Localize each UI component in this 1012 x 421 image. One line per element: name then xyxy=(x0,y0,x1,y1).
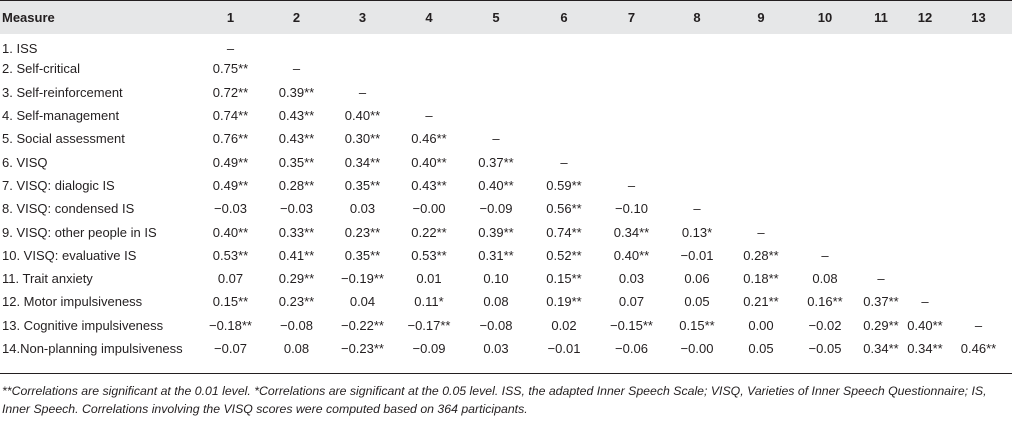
table-cell xyxy=(530,104,598,127)
table-cell: 0.37** xyxy=(478,154,514,170)
table-cell: −0.09 xyxy=(479,201,513,217)
table-cell xyxy=(462,34,530,57)
table-cell: 0.23** xyxy=(344,224,381,240)
row-label: 14.Non-planning impulsiveness xyxy=(2,341,183,356)
table-cell: 0.05 xyxy=(748,341,774,356)
table-cell xyxy=(793,197,857,220)
table-cell xyxy=(945,34,1012,57)
table-cell: – xyxy=(757,224,765,240)
table-cell xyxy=(729,150,793,173)
table-cell: 0.40** xyxy=(613,247,650,263)
table-cell: −0.17** xyxy=(407,317,451,333)
table-cell: 0.08 xyxy=(483,294,509,310)
table-cell xyxy=(857,244,905,267)
table-cell xyxy=(905,150,945,173)
table-cell: 0.74** xyxy=(546,224,582,240)
table-cell: 0.59** xyxy=(546,177,582,193)
table-cell: 0.35** xyxy=(278,154,315,170)
table-cell: 0.40** xyxy=(478,177,514,193)
table-cell xyxy=(729,127,793,150)
column-header-10: 10 xyxy=(817,9,833,25)
table-cell: 0.15** xyxy=(546,271,582,287)
table-cell xyxy=(945,267,1012,290)
table-cell: 0.00 xyxy=(748,317,774,333)
table-cell: 0.22** xyxy=(411,224,447,240)
table-cell xyxy=(905,81,945,104)
table-cell: 0.28** xyxy=(278,177,315,193)
table-cell xyxy=(905,104,945,127)
row-label: 11. Trait anxiety xyxy=(2,271,93,287)
table-cell xyxy=(729,104,793,127)
table-cell: −0.06 xyxy=(615,341,648,356)
table-cell: 0.06 xyxy=(684,271,710,287)
table-cell xyxy=(462,57,530,80)
table-cell: 0.07 xyxy=(618,294,645,310)
table-cell xyxy=(793,34,857,57)
row-label: 2. Self-critical xyxy=(2,61,81,77)
table-cell xyxy=(945,150,1012,173)
table-cell: 0.46** xyxy=(411,131,447,147)
table-cell xyxy=(530,127,598,150)
table-cell: −0.07 xyxy=(214,341,247,356)
table-cell: 0.03 xyxy=(483,341,509,356)
table-cell xyxy=(729,34,793,57)
table-cell xyxy=(793,104,857,127)
table-cell: −0.09 xyxy=(412,341,446,356)
table-cell: 0.40** xyxy=(907,317,943,333)
table-cell: 0.03 xyxy=(349,201,376,217)
table-cell xyxy=(945,220,1012,243)
table-cell: 0.75** xyxy=(212,61,249,77)
column-header-8: 8 xyxy=(693,9,701,25)
table-cell xyxy=(857,150,905,173)
table-cell xyxy=(665,104,729,127)
table-row xyxy=(0,220,1012,243)
table-cell: 0.29** xyxy=(278,271,315,287)
table-cell: 0.08 xyxy=(283,341,310,356)
table-cell: 0.74** xyxy=(212,108,249,124)
table-cell xyxy=(905,34,945,57)
column-header-4: 4 xyxy=(425,9,433,25)
table-cell xyxy=(905,57,945,80)
table-cell: 0.56** xyxy=(546,201,582,217)
table-row xyxy=(0,81,1012,104)
table-row xyxy=(0,337,1012,360)
table-cell xyxy=(857,197,905,220)
table-cell: 0.40** xyxy=(344,108,381,124)
column-header-9: 9 xyxy=(757,9,765,25)
table-footnote: **Correlations are significant at the 0.01 level. *Correlations are significant at the 0.05 level. ISS, the adapted Inner Speech Scale; VISQ, Varieties of Inner Speech Questionnaire; IS, Inner Speech. Correlations involving the VISQ scores were computed based on 364 participants. xyxy=(2,384,987,416)
table-cell xyxy=(905,174,945,197)
table-cell: 0.39** xyxy=(478,224,514,240)
table-cell: 0.30** xyxy=(344,131,381,147)
table-cell: −0.18** xyxy=(208,317,252,333)
table-cell: 0.52** xyxy=(546,247,582,263)
table-cell: −0.15** xyxy=(609,317,653,333)
table-cell: 0.41** xyxy=(278,247,315,263)
table-cell: – xyxy=(292,61,301,77)
table-cell: – xyxy=(877,271,885,287)
table-cell xyxy=(857,81,905,104)
table-cell: 0.46** xyxy=(960,341,997,356)
table-cell xyxy=(729,174,793,197)
table-cell: 0.19** xyxy=(546,294,582,310)
table-cell: – xyxy=(974,317,983,333)
table-cell xyxy=(329,34,396,57)
table-row xyxy=(0,57,1012,80)
table-cell: 0.40** xyxy=(212,224,249,240)
table-cell: 0.35** xyxy=(344,247,381,263)
table-cell: – xyxy=(921,294,929,310)
table-cell xyxy=(598,150,665,173)
table-cell xyxy=(598,57,665,80)
table-cell xyxy=(665,150,729,173)
table-cell xyxy=(945,127,1012,150)
table-cell xyxy=(729,81,793,104)
table-cell xyxy=(945,81,1012,104)
table-cell: 0.15** xyxy=(679,317,715,333)
table-cell xyxy=(665,57,729,80)
table-cell xyxy=(598,34,665,57)
table-cell: – xyxy=(627,177,636,193)
table-cell xyxy=(462,81,530,104)
table-row xyxy=(0,197,1012,220)
table-cell xyxy=(857,174,905,197)
table-cell: 0.43** xyxy=(278,131,315,147)
table-cell: −0.01 xyxy=(547,341,581,356)
column-header-7: 7 xyxy=(627,9,636,25)
table-cell xyxy=(905,127,945,150)
table-cell xyxy=(857,57,905,80)
table-row xyxy=(0,104,1012,127)
bottom-rule xyxy=(0,373,1012,374)
table-cell xyxy=(598,81,665,104)
table-cell xyxy=(793,57,857,80)
table-cell: 0.53** xyxy=(411,247,447,263)
table-cell: 0.05 xyxy=(684,294,710,310)
table-row xyxy=(0,267,1012,290)
column-header-3: 3 xyxy=(358,9,367,25)
table-cell: 0.01 xyxy=(416,271,442,287)
row-label: 8. VISQ: condensed IS xyxy=(2,201,135,217)
table-cell: −0.22** xyxy=(340,317,384,333)
table-cell xyxy=(905,197,945,220)
table-cell: −0.03 xyxy=(214,201,247,217)
table-cell: 0.34** xyxy=(613,224,650,240)
table-row xyxy=(0,150,1012,173)
column-header-11: 11 xyxy=(874,9,888,25)
table-cell xyxy=(598,127,665,150)
table-cell: −0.08 xyxy=(479,317,513,333)
table-cell xyxy=(329,57,396,80)
table-cell xyxy=(729,197,793,220)
table-cell: 0.29** xyxy=(863,317,899,333)
table-cell: −0.00 xyxy=(412,201,446,217)
table-cell: −0.01 xyxy=(680,247,714,263)
table-cell: −0.02 xyxy=(808,317,842,333)
table-cell: −0.10 xyxy=(615,201,648,217)
table-cell: 0.53** xyxy=(212,247,249,263)
table-cell xyxy=(905,267,945,290)
table-cell xyxy=(857,220,905,243)
row-label: 9. VISQ: other people in IS xyxy=(2,224,157,240)
table-cell: 0.43** xyxy=(278,108,315,124)
table-cell: 0.21** xyxy=(743,294,779,310)
table-cell xyxy=(793,220,857,243)
row-label: 3. Self-reinforcement xyxy=(2,84,123,100)
table-cell xyxy=(598,104,665,127)
table-cell xyxy=(945,290,1012,313)
table-cell: 0.34** xyxy=(863,341,899,356)
table-cell: 0.15** xyxy=(212,294,249,310)
table-cell xyxy=(396,57,462,80)
column-header-12: 12 xyxy=(917,9,933,25)
table-cell: – xyxy=(693,201,701,217)
table-cell: 0.49** xyxy=(212,154,249,170)
table-cell xyxy=(945,197,1012,220)
table-cell xyxy=(945,244,1012,267)
row-label: 5. Social assessment xyxy=(2,131,125,147)
table-cell xyxy=(905,220,945,243)
table-cell: – xyxy=(358,84,367,100)
table-cell xyxy=(793,127,857,150)
table-cell: – xyxy=(226,41,235,57)
table-cell: 0.72** xyxy=(212,84,249,100)
table-cell: 0.34** xyxy=(907,341,943,356)
table-cell xyxy=(530,34,598,57)
column-header-5: 5 xyxy=(492,9,500,25)
table-cell: 0.10 xyxy=(483,271,509,287)
table-cell xyxy=(665,34,729,57)
table-cell xyxy=(396,81,462,104)
table-cell xyxy=(729,57,793,80)
table-cell: 0.11* xyxy=(414,294,444,310)
table-cell: 0.31** xyxy=(478,247,514,263)
table-cell: 0.28** xyxy=(743,247,779,263)
table-cell xyxy=(857,34,905,57)
row-label: 13. Cognitive impulsiveness xyxy=(2,317,164,333)
table-cell: 0.34** xyxy=(344,154,381,170)
table-cell xyxy=(793,150,857,173)
table-cell xyxy=(945,104,1012,127)
table-cell xyxy=(396,34,462,57)
table-cell xyxy=(530,57,598,80)
table-cell: 0.08 xyxy=(812,271,838,287)
table-row xyxy=(0,314,1012,337)
table-cell xyxy=(945,174,1012,197)
table-cell: 0.03 xyxy=(618,271,645,287)
table-cell xyxy=(665,81,729,104)
table-cell xyxy=(665,174,729,197)
table-cell xyxy=(857,127,905,150)
row-label: 4. Self-management xyxy=(2,108,120,124)
table-cell: 0.49** xyxy=(212,177,249,193)
top-rule xyxy=(0,0,1012,1)
table-cell xyxy=(530,81,598,104)
table-cell xyxy=(857,104,905,127)
table-cell: 0.39** xyxy=(278,84,315,100)
table-cell xyxy=(665,127,729,150)
row-label: 1. ISS xyxy=(2,41,38,57)
table-row xyxy=(0,174,1012,197)
column-header-6: 6 xyxy=(560,9,568,25)
table-cell: – xyxy=(492,131,500,147)
table-cell: −0.19** xyxy=(340,271,384,287)
table-cell: 0.13* xyxy=(681,224,713,240)
table-cell: 0.40** xyxy=(411,154,447,170)
row-label: 6. VISQ xyxy=(2,154,48,170)
table-cell: 0.33** xyxy=(278,224,315,240)
table-cell: 0.43** xyxy=(411,177,447,193)
table-cell: 0.18** xyxy=(743,271,779,287)
column-header-1: 1 xyxy=(226,9,235,25)
table-cell: – xyxy=(560,154,568,170)
table-row xyxy=(0,34,1012,57)
table-cell: 0.16** xyxy=(807,294,843,310)
table-cell: −0.00 xyxy=(680,341,714,356)
table-cell xyxy=(264,34,329,57)
header-row xyxy=(0,0,1012,34)
column-header-2: 2 xyxy=(292,9,301,25)
table-cell xyxy=(793,81,857,104)
table-cell: −0.23** xyxy=(340,341,384,356)
table-cell: – xyxy=(425,108,433,124)
table-row xyxy=(0,127,1012,150)
table-cell: 0.23** xyxy=(278,294,315,310)
table-cell: 0.35** xyxy=(344,177,381,193)
table-cell: – xyxy=(821,247,829,263)
table-cell: 0.02 xyxy=(551,317,577,333)
row-label: 12. Motor impulsiveness xyxy=(2,294,143,310)
table-cell: 0.07 xyxy=(217,271,244,287)
table-cell xyxy=(905,244,945,267)
table-cell xyxy=(793,174,857,197)
table-cell: −0.05 xyxy=(808,341,842,356)
table-cell: 0.76** xyxy=(212,131,249,147)
table-row xyxy=(0,290,1012,313)
column-header-measure: Measure xyxy=(2,9,55,25)
column-header-13: 13 xyxy=(971,9,986,25)
table-cell: −0.03 xyxy=(280,201,313,217)
table-cell: 0.04 xyxy=(349,294,376,310)
table-cell xyxy=(945,57,1012,80)
table-cell: 0.37** xyxy=(863,294,899,310)
table-cell: −0.08 xyxy=(280,317,313,333)
row-label: 10. VISQ: evaluative IS xyxy=(2,247,137,263)
table-row xyxy=(0,244,1012,267)
row-label: 7. VISQ: dialogic IS xyxy=(2,177,115,193)
table-cell xyxy=(462,104,530,127)
